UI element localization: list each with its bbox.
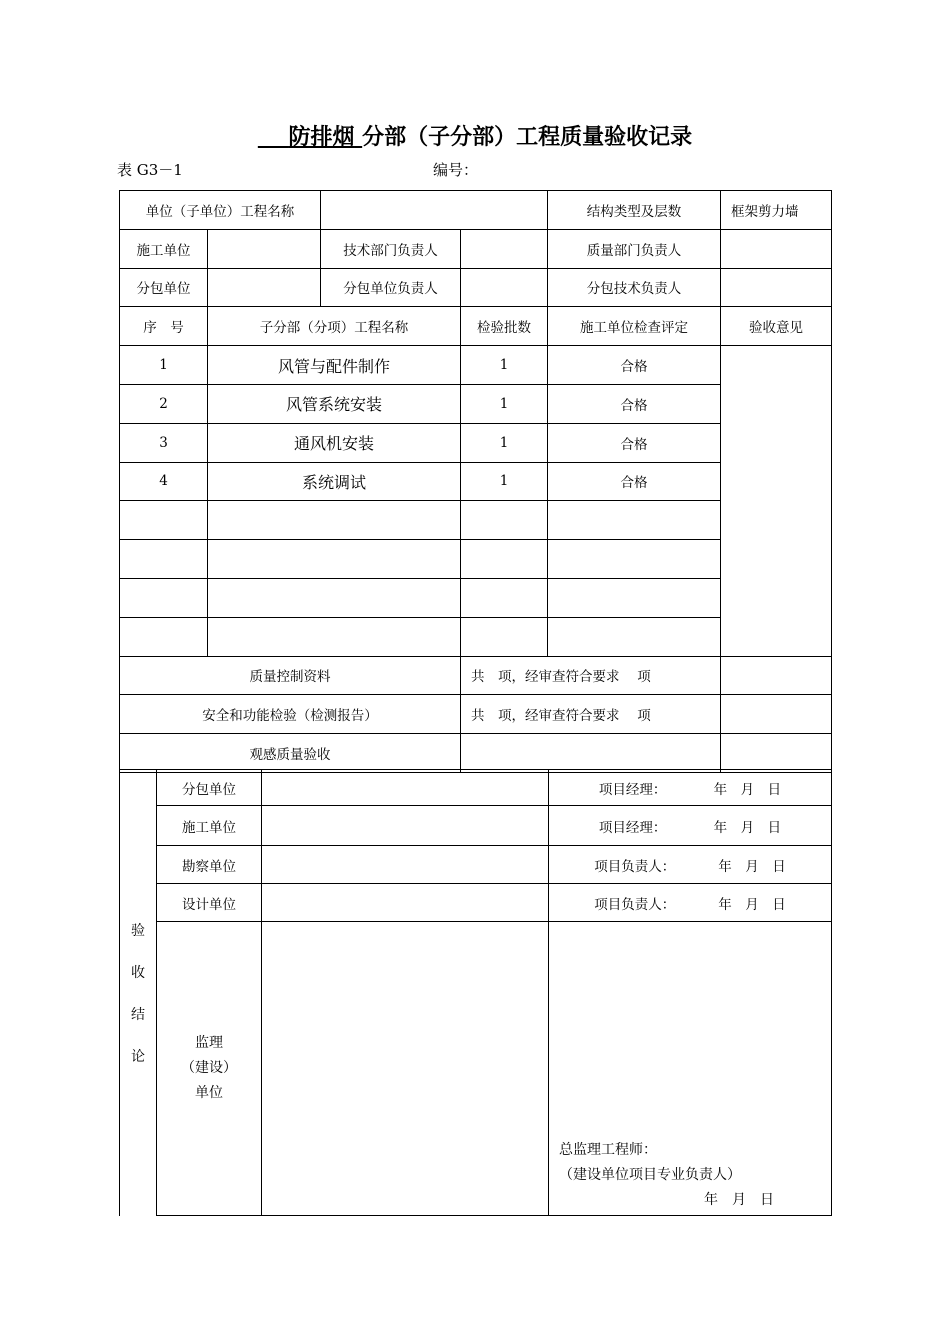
final-date: 年 月 日 xyxy=(704,1192,774,1208)
empty-cell[interactable] xyxy=(120,501,208,540)
signoff-signature-field[interactable] xyxy=(262,846,549,884)
appearance-label: 观感质量验收 xyxy=(120,734,461,773)
col-header-batches: 检验批数 xyxy=(461,307,548,346)
empty-cell[interactable] xyxy=(548,501,721,540)
quality-docs-label: 质量控制资料 xyxy=(120,656,461,695)
item-no: 4 xyxy=(120,462,208,501)
subcontract-unit-field[interactable] xyxy=(208,268,321,307)
col-header-opinion: 验收意见 xyxy=(721,307,832,346)
appearance-opinion[interactable] xyxy=(721,734,832,773)
item-no: 3 xyxy=(120,423,208,462)
signoff-row xyxy=(120,884,832,922)
owner-rep-label: （建设单位项目专业负责人） xyxy=(559,1167,741,1183)
empty-cell[interactable] xyxy=(208,617,461,656)
item-batches: 1 xyxy=(461,423,548,462)
signoff-role: 项目经理： 年 月 日 xyxy=(549,806,832,846)
item-eval: 合格 xyxy=(548,384,721,423)
empty-cell[interactable] xyxy=(461,617,548,656)
signoff-row xyxy=(120,770,832,806)
empty-cell[interactable] xyxy=(120,540,208,579)
signoff-date: 年 月 日 xyxy=(718,858,786,875)
safety-check-opinion[interactable] xyxy=(721,695,832,734)
appearance-row xyxy=(120,734,832,773)
signoff-role: 项目负责人： 年 月 日 xyxy=(549,884,832,922)
acceptance-conclusion-label: 验 收 结 论 xyxy=(120,770,157,1216)
subcontract-head-field[interactable] xyxy=(461,268,548,307)
signoff-table xyxy=(119,769,832,1216)
acceptance-opinion-field[interactable] xyxy=(721,346,832,656)
chief-supervisor-label: 总监理工程师： xyxy=(559,1142,657,1158)
signoff-signature-field[interactable] xyxy=(262,884,549,922)
empty-cell[interactable] xyxy=(461,540,548,579)
safety-check-value: 共 项，经审查符合要求 项 xyxy=(461,695,721,734)
number-label: 编号： xyxy=(433,161,479,179)
supervision-row xyxy=(120,922,832,1216)
item-no: 1 xyxy=(120,346,208,385)
subcontract-tech-field[interactable] xyxy=(721,268,832,307)
form-code: 表 G3－1 xyxy=(117,161,183,179)
supervision-signature-field[interactable] xyxy=(262,922,549,1216)
subcontract-unit-row xyxy=(120,268,832,307)
quality-head-field[interactable] xyxy=(721,229,832,268)
subcontract-head-label: 分包单位负责人 xyxy=(321,268,461,307)
page-title xyxy=(0,120,950,151)
empty-cell[interactable] xyxy=(208,501,461,540)
signoff-row xyxy=(120,806,832,846)
tech-head-field[interactable] xyxy=(461,229,548,268)
item-batches: 1 xyxy=(461,462,548,501)
construction-unit-field[interactable] xyxy=(208,229,321,268)
signoff-signature-field[interactable] xyxy=(262,770,549,806)
column-header-row xyxy=(120,307,832,346)
quality-docs-row xyxy=(120,656,832,695)
signoff-signature-field[interactable] xyxy=(262,806,549,846)
signoff-row xyxy=(120,846,832,884)
quality-head-label: 质量部门负责人 xyxy=(548,229,721,268)
signoff-date: 年 月 日 xyxy=(713,819,782,836)
table-row xyxy=(120,346,832,385)
empty-cell[interactable] xyxy=(120,617,208,656)
signoff-date: 年 月 日 xyxy=(718,896,786,913)
acceptance-table xyxy=(119,190,832,773)
construction-unit-label: 施工单位 xyxy=(120,229,208,268)
item-eval: 合格 xyxy=(548,462,721,501)
empty-cell[interactable] xyxy=(208,578,461,617)
empty-cell[interactable] xyxy=(461,578,548,617)
item-name: 系统调试 xyxy=(208,462,461,501)
signoff-unit: 勘察单位 xyxy=(157,846,262,884)
item-eval: 合格 xyxy=(548,346,721,385)
empty-cell[interactable] xyxy=(120,578,208,617)
tech-head-label: 技术部门负责人 xyxy=(321,229,461,268)
signoff-date: 年 月 日 xyxy=(713,781,782,798)
empty-cell[interactable] xyxy=(208,540,461,579)
safety-check-label: 安全和功能检验（检测报告） xyxy=(120,695,461,734)
item-name: 风管系统安装 xyxy=(208,384,461,423)
unit-name-field[interactable] xyxy=(321,191,548,230)
signoff-unit: 分包单位 xyxy=(157,770,262,806)
quality-docs-value: 共 项，经审查符合要求 项 xyxy=(461,656,721,695)
subcontract-tech-label: 分包技术负责人 xyxy=(548,268,721,307)
signoff-role: 项目经理： 年 月 日 xyxy=(549,770,832,806)
structure-label: 结构类型及层数 xyxy=(548,191,721,230)
empty-cell[interactable] xyxy=(548,578,721,617)
structure-value[interactable]: 框架剪力墙 xyxy=(721,191,832,230)
empty-cell[interactable] xyxy=(461,501,548,540)
empty-cell[interactable] xyxy=(548,540,721,579)
supervision-signoff xyxy=(549,922,832,1216)
item-batches: 1 xyxy=(461,346,548,385)
item-name: 通风机安装 xyxy=(208,423,461,462)
signoff-unit: 施工单位 xyxy=(157,806,262,846)
item-eval: 合格 xyxy=(548,423,721,462)
signoff-role: 项目负责人： 年 月 日 xyxy=(549,846,832,884)
quality-docs-opinion[interactable] xyxy=(721,656,832,695)
item-batches: 1 xyxy=(461,384,548,423)
unit-name-label: 单位（子单位）工程名称 xyxy=(120,191,321,230)
construction-unit-row xyxy=(120,229,832,268)
appearance-value[interactable] xyxy=(461,734,721,773)
subcontract-unit-label: 分包单位 xyxy=(120,268,208,307)
item-no: 2 xyxy=(120,384,208,423)
col-header-no: 序 号 xyxy=(120,307,208,346)
empty-cell[interactable] xyxy=(548,617,721,656)
supervision-unit-label: 监理 （建设） 单位 xyxy=(157,922,262,1216)
col-header-name: 子分部（分项）工程名称 xyxy=(208,307,461,346)
safety-check-row xyxy=(120,695,832,734)
signoff-unit: 设计单位 xyxy=(157,884,262,922)
unit-name-row xyxy=(120,191,832,230)
title-suffix: 分部（子分部）工程质量验收记录 xyxy=(362,125,693,150)
item-name: 风管与配件制作 xyxy=(208,346,461,385)
title-prefix: 防排烟 xyxy=(288,125,355,150)
col-header-eval: 施工单位检查评定 xyxy=(548,307,721,346)
